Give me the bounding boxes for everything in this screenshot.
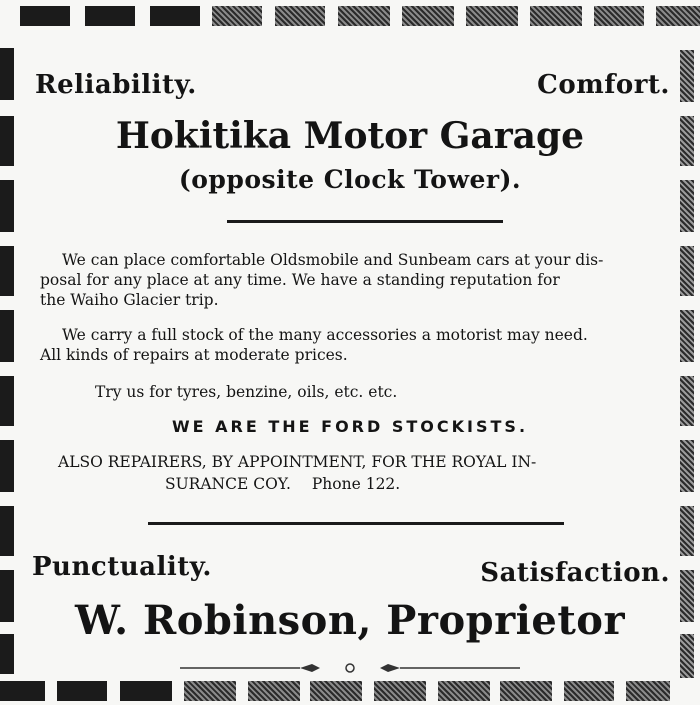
- proprietor-name: W. Robinson, Proprietor: [74, 597, 626, 644]
- insurance-line: [165, 475, 400, 493]
- paragraph-cars-line: the Waiho Glacier trip.: [40, 291, 219, 309]
- divider-bottom: [148, 522, 564, 525]
- advertisement: [30, 0, 670, 705]
- phone-number: Phone 122.: [311, 475, 401, 493]
- paragraph-stock: [40, 325, 665, 365]
- corner-word-satisfaction: Satisfaction.: [480, 558, 670, 588]
- garage-location: (opposite Clock Tower).: [178, 165, 522, 194]
- also-repairers-line: ALSO REPAIRERS, BY APPOINTMENT, FOR THE ROYAL IN-: [58, 453, 537, 471]
- try-us-line: Try us for tyres, benzine, oils, etc. etc.: [95, 383, 398, 401]
- garage-title: Hokitika Motor Garage: [115, 115, 585, 157]
- paragraph-cars-line: We can place comfortable Oldsmobile and Sunbeam cars at your dis-: [62, 251, 604, 269]
- corner-word-comfort: Comfort.: [537, 70, 670, 100]
- left-border: [0, 28, 14, 678]
- ornament-flourish: [180, 660, 520, 674]
- paragraph-stock-line: All kinds of repairs at moderate prices.: [40, 346, 348, 364]
- corner-word-punctuality: Punctuality.: [32, 552, 212, 582]
- paragraph-stock-line: We carry a full stock of the many accessories a motorist may need.: [62, 326, 588, 344]
- paragraph-cars-line: posal for any place at any time. We have a standing reputation for: [40, 271, 560, 289]
- right-border: [680, 50, 694, 680]
- corner-word-reliability: Reliability.: [35, 70, 197, 100]
- divider-top: [227, 220, 503, 223]
- paragraph-cars: [40, 250, 665, 310]
- insurance-company: SURANCE COY.: [165, 475, 291, 493]
- ford-stockists: WE ARE THE FORD STOCKISTS.: [171, 417, 529, 436]
